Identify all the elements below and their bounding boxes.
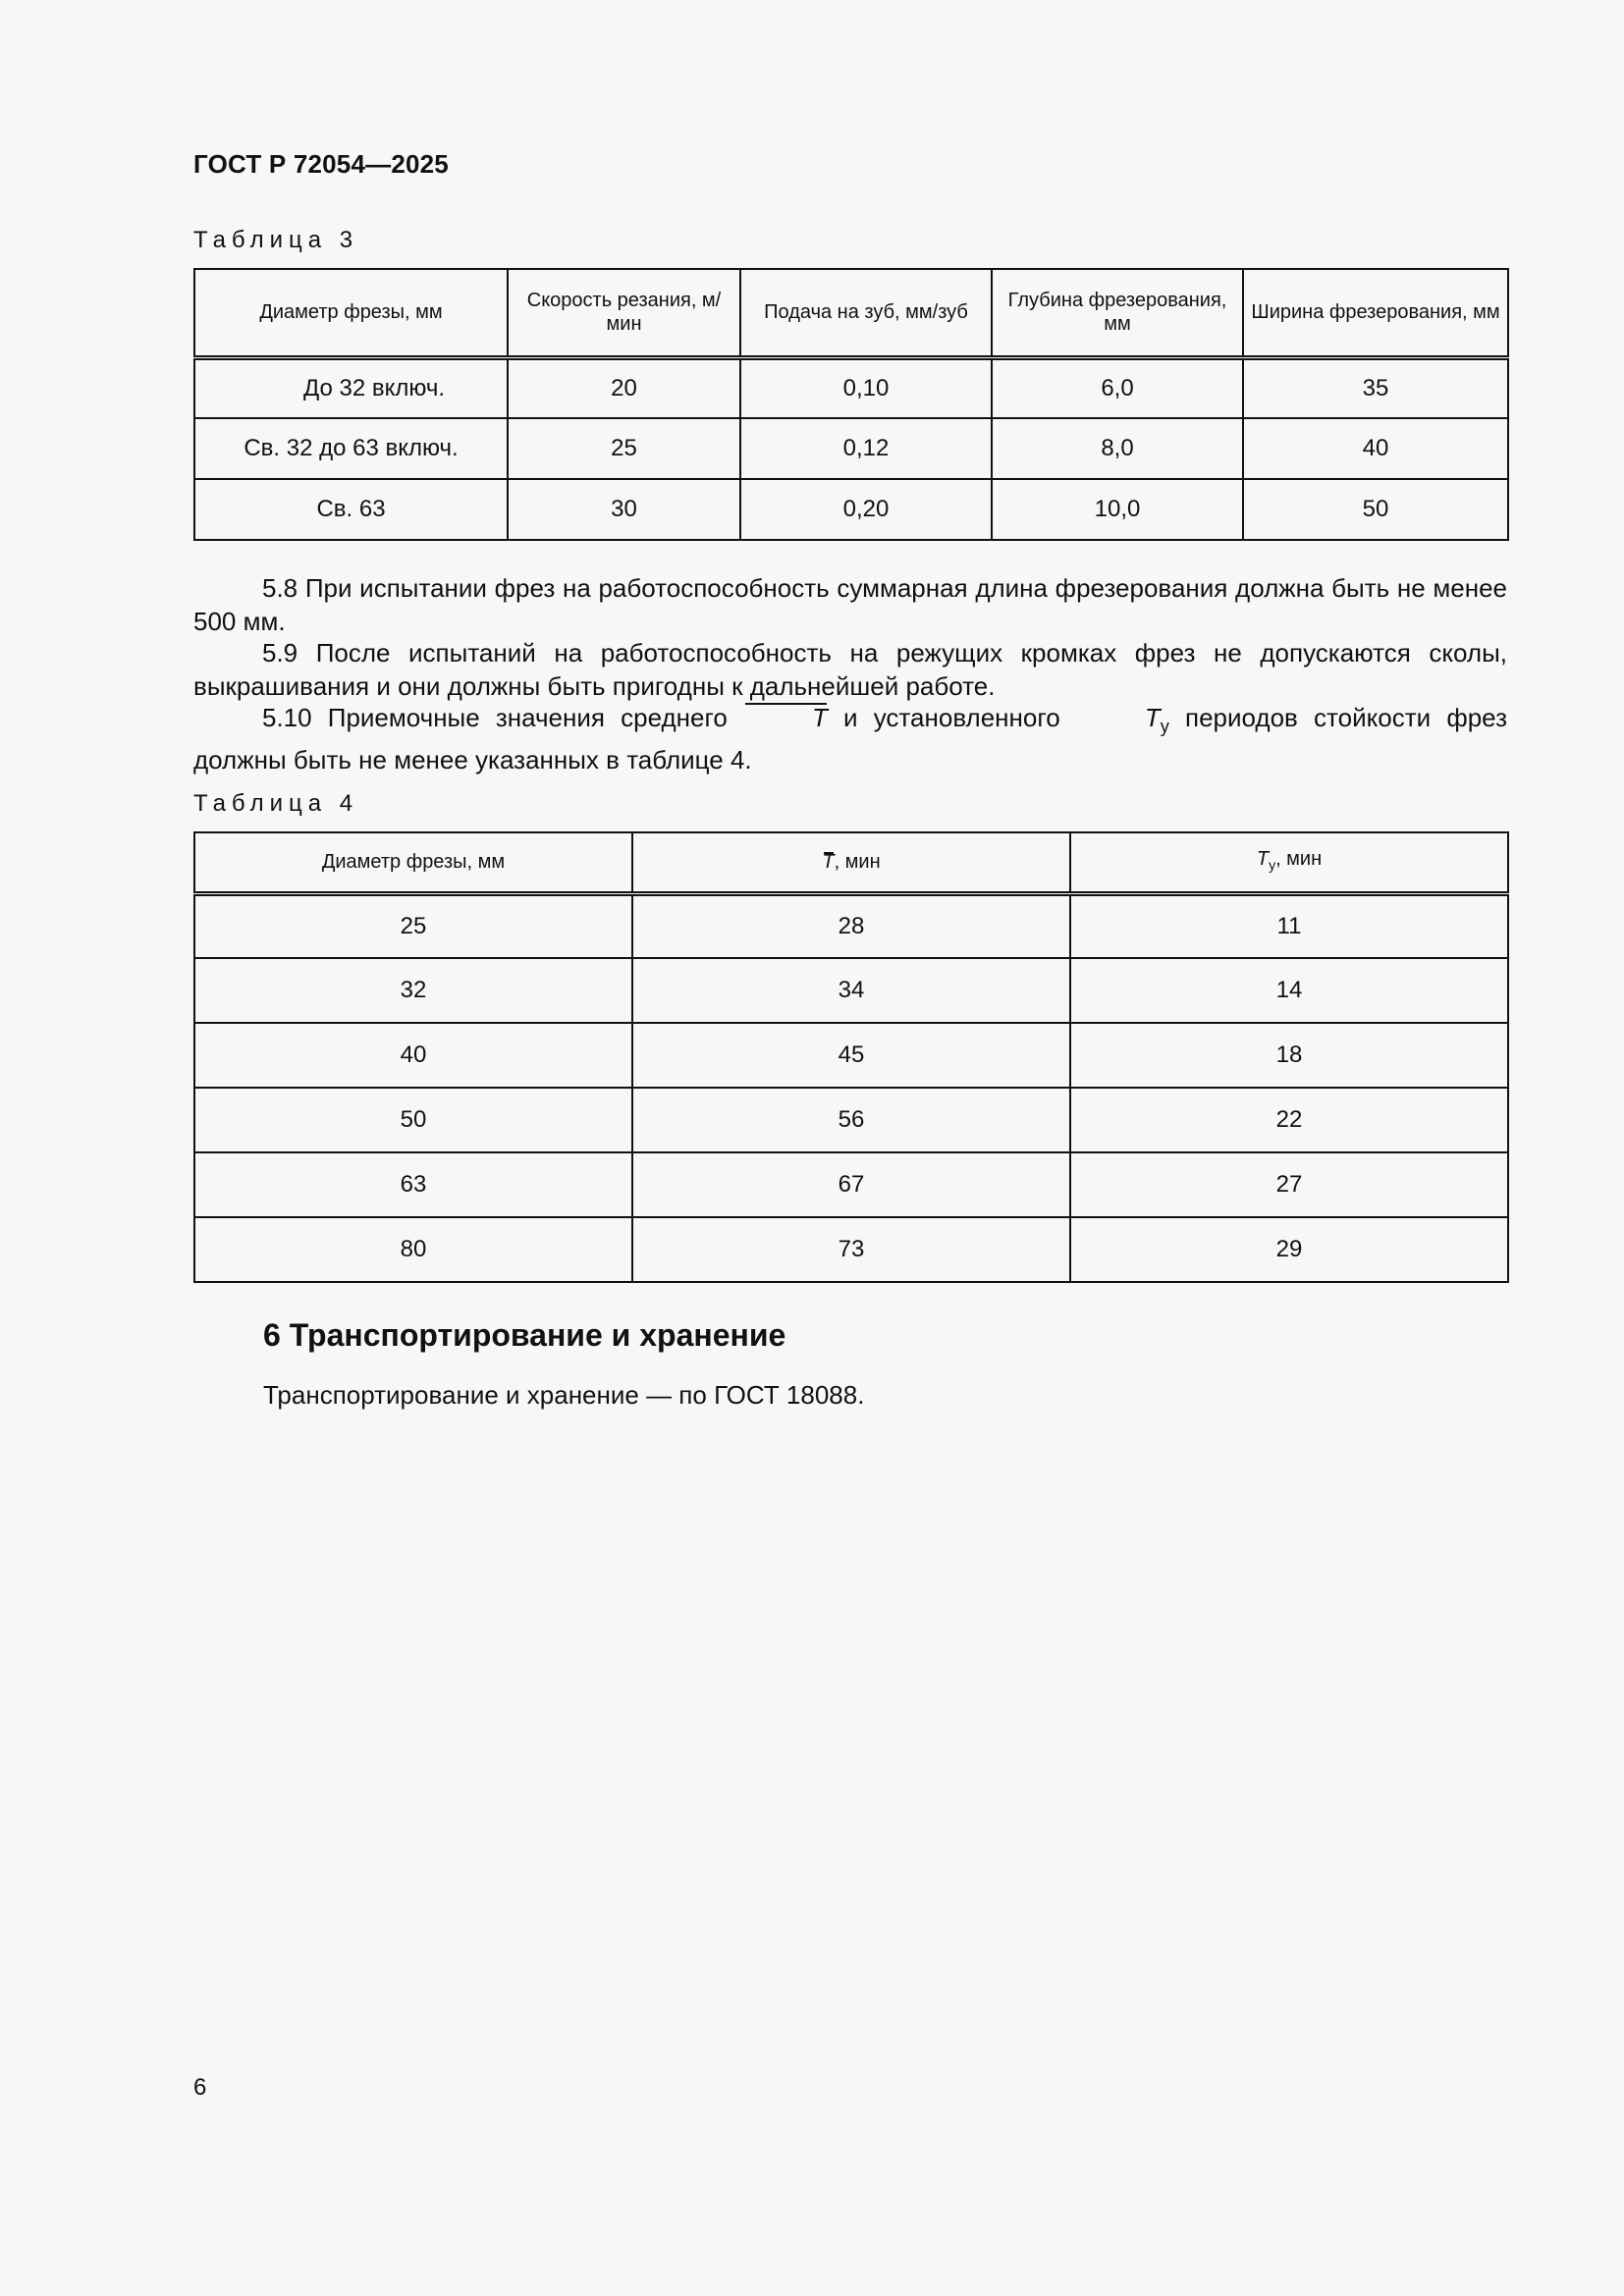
page-number: 6 — [193, 2074, 207, 2101]
table-cell: 45 — [632, 1023, 1070, 1088]
paragraph-5-10-part2: и установленного — [843, 703, 1060, 732]
paragraph-5-10-part1: 5.10 Приемочные значения среднего — [262, 703, 728, 732]
paragraph-5-8: 5.8 При испытании фрез на работоспособность суммарная длина фрезерования должна быть не менее 500 мм. — [193, 573, 1507, 636]
table-cell: Св. 32 до 63 включ. — [194, 418, 508, 479]
table-cell: 10,0 — [992, 479, 1243, 540]
set-period-subscript: у — [1269, 857, 1276, 874]
table-cell: 34 — [632, 958, 1070, 1023]
table-cell: 11 — [1070, 893, 1508, 958]
table-cell: 63 — [194, 1152, 632, 1217]
table-row — [194, 1217, 1508, 1282]
table-cell: 29 — [1070, 1217, 1508, 1282]
table-cell: 50 — [194, 1088, 632, 1152]
table-cell: 6,0 — [992, 357, 1243, 418]
table-cell: 20 — [508, 357, 740, 418]
table-3-caption: Таблица 3 — [193, 227, 359, 253]
table-4-caption: Таблица 4 — [193, 790, 359, 817]
table-row — [194, 1023, 1508, 1088]
table-cell: 25 — [194, 893, 632, 958]
header-cell: Ширина фрезерования, мм — [1243, 269, 1508, 357]
header-cell — [632, 832, 1070, 893]
paragraph-5-10 — [193, 701, 1507, 776]
table-cell: До 32 включ. — [194, 357, 508, 418]
header-suffix: , мин — [834, 851, 881, 874]
set-period-symbol: T — [1256, 848, 1270, 871]
table-cell: 25 — [508, 418, 740, 479]
table-row — [194, 479, 1508, 540]
table-3-header-row — [194, 269, 1508, 357]
table-4-header-row — [194, 832, 1508, 893]
table-cell: 73 — [632, 1217, 1070, 1282]
paragraph-5-10-part3: периодов стойкости фрез должны быть не менее указанных в таблице 4. — [193, 703, 1507, 775]
table-cell: 0,12 — [740, 418, 992, 479]
table-cell: 0,20 — [740, 479, 992, 540]
table-cell: 14 — [1070, 958, 1508, 1023]
table-row — [194, 1152, 1508, 1217]
table-cell: 8,0 — [992, 418, 1243, 479]
table-cell: 67 — [632, 1152, 1070, 1217]
table-cell: 0,10 — [740, 357, 992, 418]
table-row — [194, 893, 1508, 958]
header-cell: Скорость резания, м/мин — [508, 269, 740, 357]
table-cell: 50 — [1243, 479, 1508, 540]
table-cell: 22 — [1070, 1088, 1508, 1152]
table-4 — [193, 831, 1509, 1283]
header-cell: Диаметр фрезы, мм — [194, 269, 508, 357]
table-cell: 30 — [508, 479, 740, 540]
table-cell: 80 — [194, 1217, 632, 1282]
table-cell: 28 — [632, 893, 1070, 958]
table-cell: 18 — [1070, 1023, 1508, 1088]
set-period-subscript: у — [1160, 717, 1169, 737]
set-period-symbol: T — [1144, 703, 1161, 732]
table-cell: 32 — [194, 958, 632, 1023]
table-row — [194, 1088, 1508, 1152]
table-row — [194, 418, 1508, 479]
document-header: ГОСТ Р 72054—2025 — [193, 149, 449, 179]
section-6-text: Транспортирование и хранение — по ГОСТ 18088. — [263, 1380, 865, 1410]
paragraph-5-9: 5.9 После испытаний на работоспособность на режущих кромках фрез не допускаются сколы, выкрашивания и они должны быть пригодны к дальнейшей работе. — [193, 638, 1507, 701]
table-cell: 56 — [632, 1088, 1070, 1152]
table-cell: 40 — [194, 1023, 632, 1088]
header-cell: Глубина фрезерования, мм — [992, 269, 1243, 357]
table-cell: 27 — [1070, 1152, 1508, 1217]
header-cell: Подача на зуб, мм/зуб — [740, 269, 992, 357]
header-cell — [1070, 832, 1508, 893]
mean-period-symbol: T — [743, 701, 828, 734]
table-cell: Св. 63 — [194, 479, 508, 540]
mean-period-symbol: T — [822, 851, 835, 874]
table-row — [194, 958, 1508, 1023]
table-cell: 35 — [1243, 357, 1508, 418]
table-row — [194, 357, 1508, 418]
header-suffix: , мин — [1275, 848, 1323, 871]
header-cell: Диаметр фрезы, мм — [194, 832, 632, 893]
section-6-heading: 6 Транспортирование и хранение — [263, 1317, 786, 1353]
table-3 — [193, 268, 1509, 541]
table-cell: 40 — [1243, 418, 1508, 479]
